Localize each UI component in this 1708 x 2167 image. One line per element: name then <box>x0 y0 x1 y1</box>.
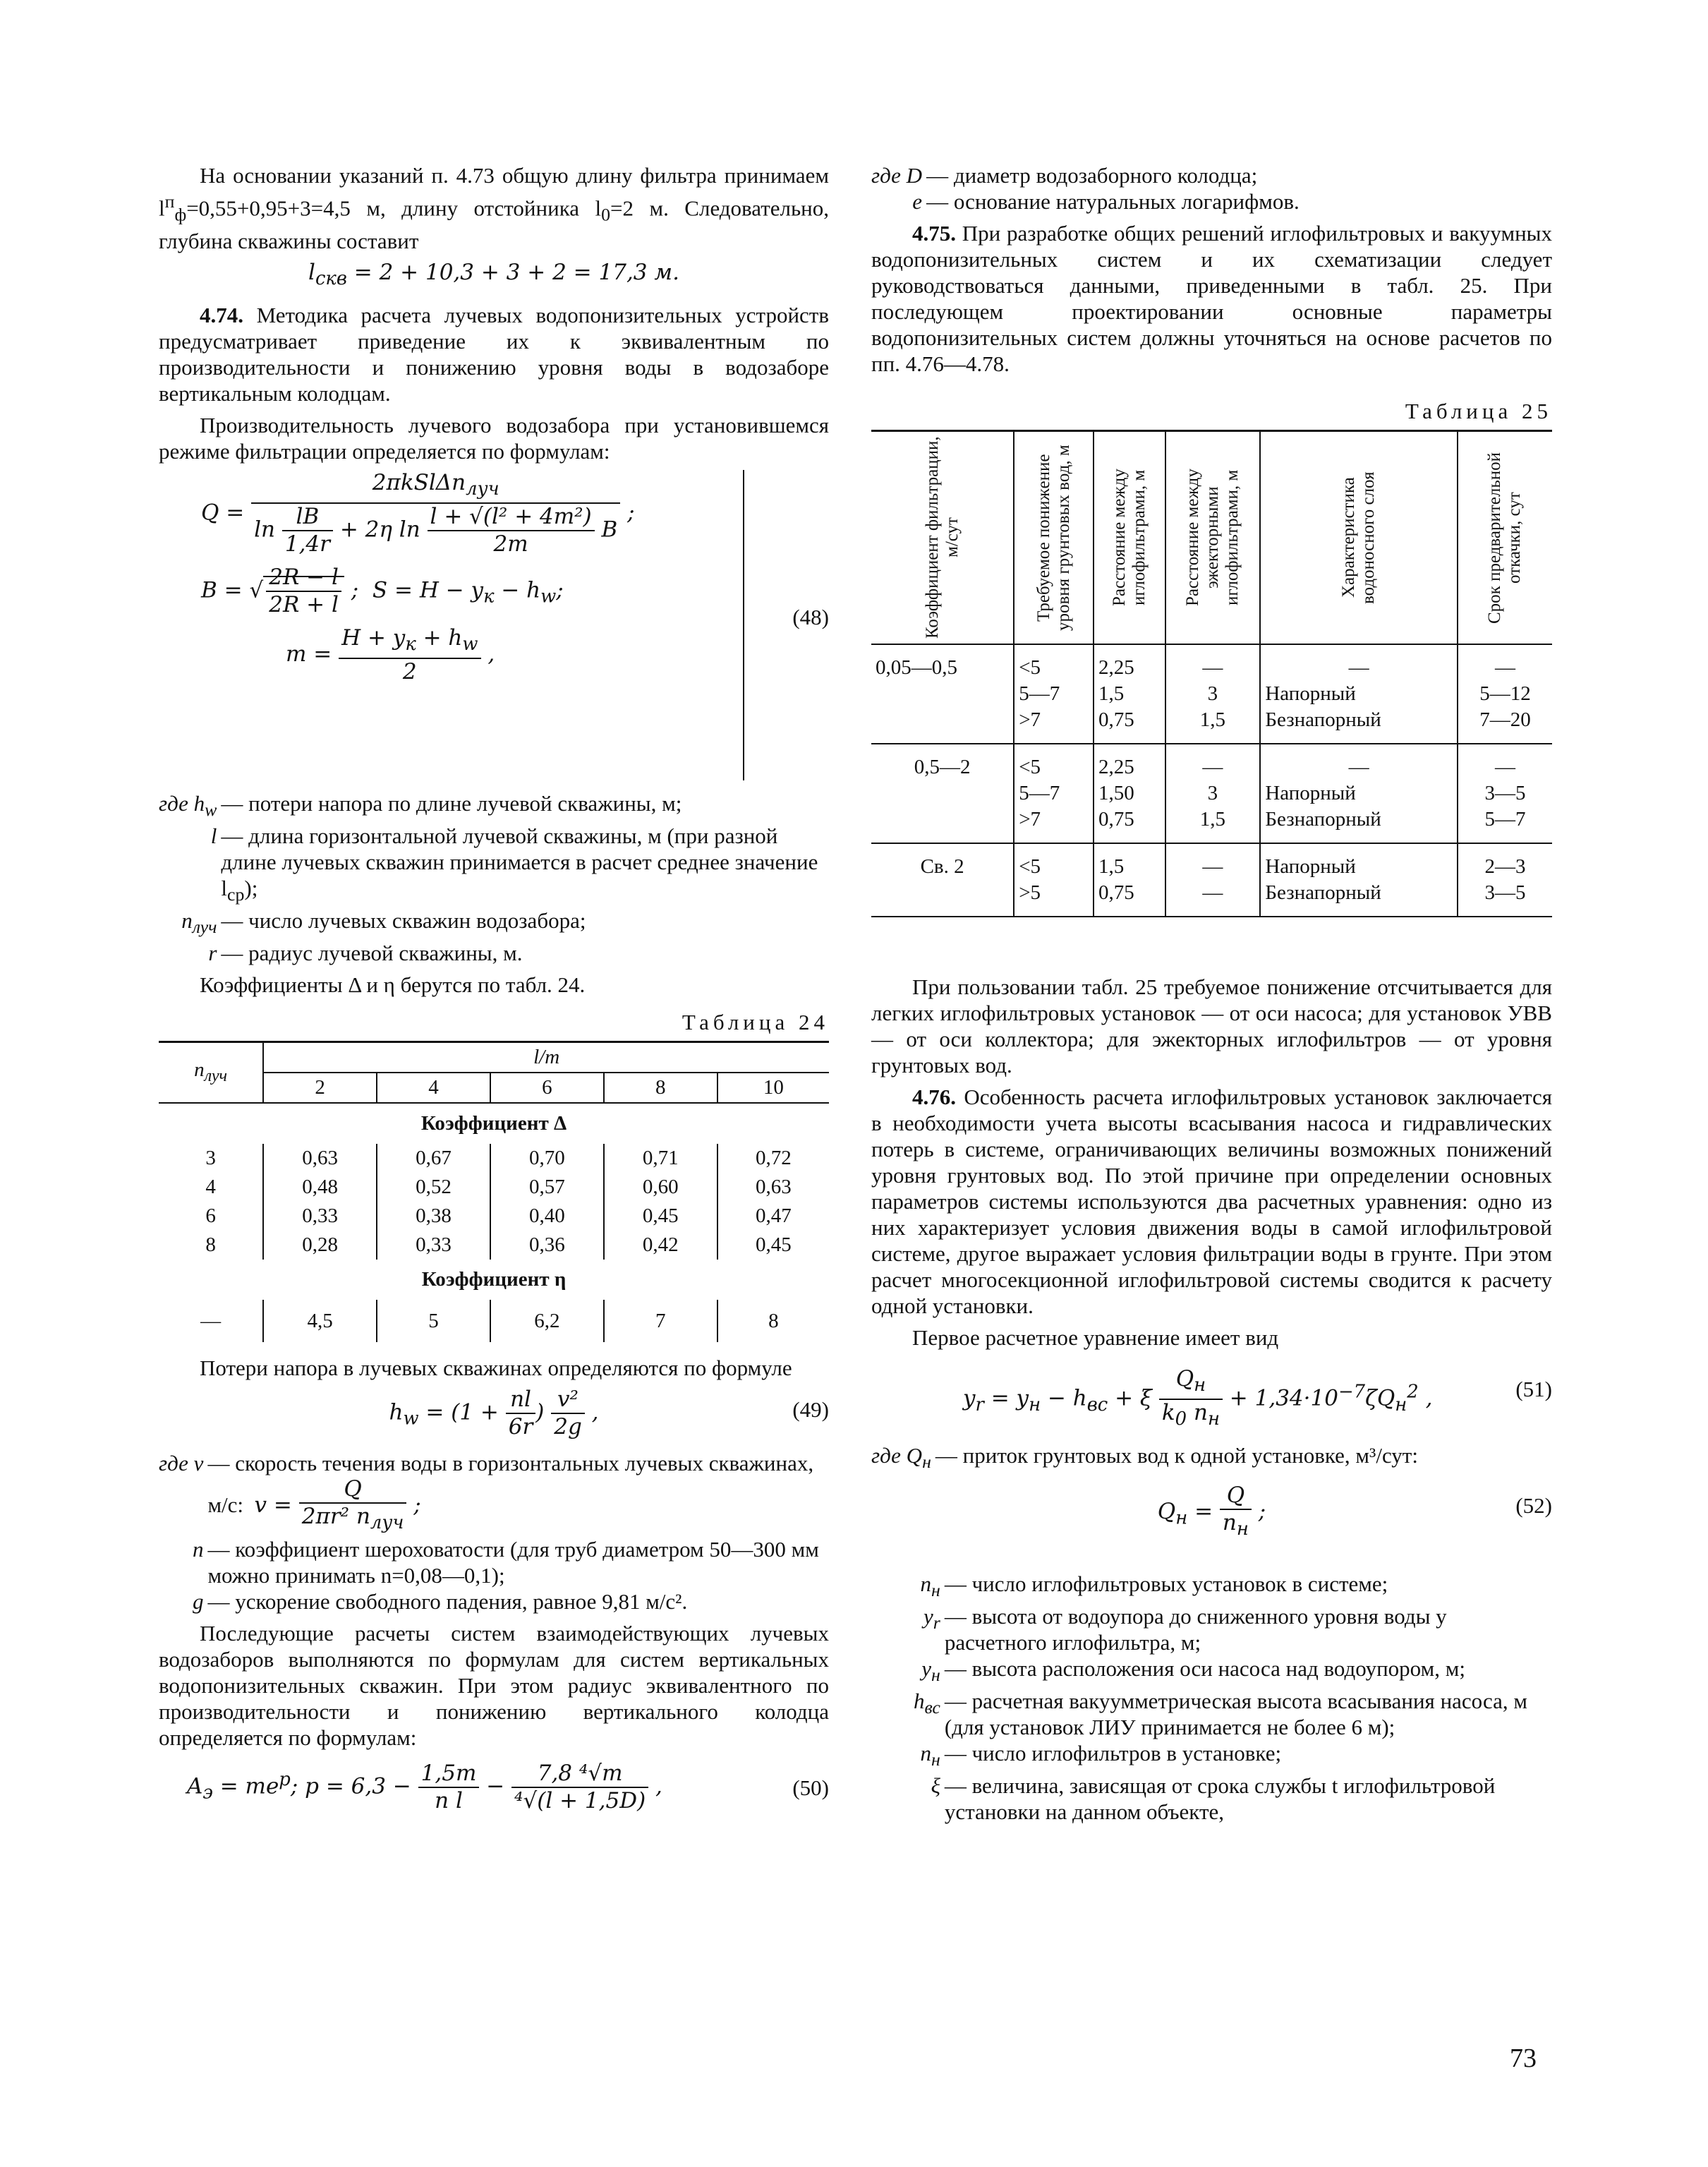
paragraph-4-74: 4.74. Методика расчета лучевых водопонизительных устройств предусматривает приведение их к эквивалентным по производительности и понижению уровня воды в водозаборе вертикальным колодцам. <box>159 302 829 406</box>
table-25-caption: Таблица 25 <box>1405 399 1552 423</box>
table-24-caption: Таблица 24 <box>682 1010 829 1035</box>
left-column <box>159 162 829 1824</box>
table-row: Св. 2 <5 >5 1,5 0,75 — — Напорный Безнапорный 2—3 3—5 <box>871 843 1552 917</box>
paragraph-table25-usage: При пользовании табл. 25 требуемое понижение отсчитывается для легких иглофильтровых установок — от оси насоса; для установок УВВ — от оси коллектора; для эжекторных иглофильтров — от уровня грунтовых вод. <box>871 974 1552 1078</box>
where-48: где $h_w$ — потери напора по длине лучевой скважины, м; l — длина горизонтальной лучевой скважины, м (при разной длине лучевых скважин принимается в расчет среднее значение $l_{ср}$); $n_{луч}$ — число лучевых скважин водозабора; r — радиус лучевой скважины, м. <box>159 790 818 966</box>
t24-col-group: l/m <box>263 1042 829 1073</box>
paragraph-subsequent: Последующие расчеты систем взаимодействующих лучевых водозаборов выполняются по формулам для систем вертикальных водопонизительных скважин. При этом радиус эквивалентного по производительности и понижению вертикального колодца определяется по формулам: <box>159 1621 829 1751</box>
t25-header: Требуемое понижение уровня грунтовых вод, м <box>1014 431 1094 645</box>
formula-48-b: B = √ $\frac{2R - l}{2R + l}$ ; $S = H - y_к - h_w$; <box>201 564 564 617</box>
table-row: — 4,5 5 6,2 7 8 <box>159 1300 829 1342</box>
where-52: $n_н$ — число иглофильтровых установок в системе; $y_r$ — высота от водоупора до сниженного уровня воды у расчетного иглофильтра, м; $y_н$ — высота расположения оси насоса над водоупором, м; $h_{вс}$ — расчетная вакуумметрическая высота всасывания насоса, м (для установок ЛИУ принимается не более 6 м); $n_н$ — число иглофильтров в установке; ξ — величина, зависящая от срока службы t иглофильтровой установки на данном объекте, <box>914 1571 1527 1825</box>
formula-52: (52) $Q_н$ = $\frac{Q}{n_н}$ ; <box>1157 1482 1552 1540</box>
right-column <box>871 162 1552 1830</box>
where-51: где $Q_н$ — приток грунтовых вод к одной установке, м³/сут: <box>871 1443 1418 1473</box>
t25-header: Расстояние между эжекторными иглофильтрами, м <box>1165 431 1261 645</box>
table-24 <box>159 1041 829 1342</box>
paragraph-4-73-cont: На основании указаний п. 4.73 общую длину фильтра принимаем $l^п_ф=0,55+0,95+3=4,5$ м, длину отстойника $l_0=2$ м. Следовательно, глубина скважины составит <box>159 163 830 253</box>
paragraph-productivity: Производительность лучевого водозабора при установившемся режиме фильтрации определяется по формулам: <box>159 412 829 464</box>
formula-48-m: m = $\frac{H + y_к + h_w}{2}$ , <box>286 624 495 685</box>
t24-col: 6 <box>490 1073 604 1103</box>
t25-header: Характеристика водоносного слоя <box>1260 431 1458 645</box>
formula-50: (50) $A_э = me^p$; p = 6,3 − $\frac{1,5m}{\text{n l}}$ − $\frac{\text{7,8 ⁴√m}}{\text{⁴√(l + 1,5D)}}$ , <box>187 1761 829 1814</box>
table-row: 0,05—0,5 <5 5—7 >7 2,25 1,5 0,75 — 3 1,5 — Напорный Безнапорный — 5—12 7—20 <box>871 644 1552 744</box>
table-25 <box>871 430 1552 917</box>
t24-section-eta: Коэффициент η <box>421 1268 567 1291</box>
table-row: 0,5—2 <5 5—7 >7 2,25 1,50 0,75 — 3 1,5 — Напорный Безнапорный — 3—5 5—7 <box>871 744 1552 843</box>
t24-section-delta: Коэффициент Δ <box>420 1112 567 1135</box>
table-row: 8 0,28 0,33 0,36 0,42 0,45 <box>159 1231 829 1260</box>
table-row: 6 0,33 0,38 0,40 0,45 0,47 <box>159 1202 829 1231</box>
formula-48-brace <box>743 470 744 780</box>
formula-49: (49) $h_w = (1$ + $\frac{nl}{6r}$ ) $\frac{\text{v²}}{2g}$ , <box>389 1387 829 1440</box>
paragraph-head-loss: Потери напора в лучевых скважинах определяются по формуле <box>200 1356 792 1381</box>
paragraph-4-75: 4.75. При разработке общих решений иглофильтровых и вакуумных водопонизительных систем и их схематизации следует руководствоваться данными, приведенными в табл. 25. При последующем проектировании основные параметры водопонизительных систем должны уточняться на основе расчетов по пп. 4.76—4.78. <box>871 221 1552 376</box>
t24-col: 8 <box>604 1073 717 1103</box>
formula-48 <box>159 470 829 780</box>
paragraph-4-76: 4.76. Особенность расчета иглофильтровых установок заключается в необходимости учета высоты всасывания насоса и гидравлических потерь в системе, ограничивающих величины возможных понижений уровня грунтовых вод. По этой причине при определении основных параметров системы используются два расчетных уравнения: одно из них характеризует условия движения воды в самой иглофильтровой системе, другое выражает условия фильтрации воды в грунте. При этом расчет многосекционной иглофильтровой системы сводится к расчету одной установки. <box>871 1085 1552 1318</box>
t25-header: Коэффициент фильтрации, м/сут <box>871 431 1014 645</box>
t24-col: 10 <box>717 1073 829 1103</box>
page-number: 73 <box>1510 2044 1537 2073</box>
t25-header: Расстояние между иглофильтрами, м <box>1094 431 1165 645</box>
where-50: где D — диаметр водозаборного колодца; e — основание натуральных логарифмов. <box>871 163 1300 214</box>
paragraph-first-equation: Первое расчетное уравнение имеет вид <box>912 1325 1279 1350</box>
table-row: 4 0,48 0,52 0,57 0,60 0,63 <box>159 1173 829 1202</box>
coefficients-note: Коэффициенты Δ и η берутся по табл. 24. <box>200 972 586 998</box>
t25-header: Срок предварительной откачки, сут <box>1458 431 1552 645</box>
t24-col: 4 <box>377 1073 490 1103</box>
t24-row-head: $n_{луч}$ <box>159 1042 263 1104</box>
formula-48-number: (48) <box>792 604 829 629</box>
formula-lskv: $l_{скв} = 2 + 10,3 + 3 + 2 = 17,3$ м. <box>308 259 679 289</box>
t24-col: 2 <box>263 1073 377 1103</box>
formula-48-q: Q = 2πkSlΔn$_{луч}$ ln $\frac{lB}{1,4r}$ + 2η ln $\frac{\text{l + √(l² + 4m²)}}{2m}$ B ; <box>201 469 635 557</box>
formula-51: (51) $y_r = y_н - h_{вс} + \xi$ $\frac{Q_н}{k_0 n_н}$ + $1,34\cdot 10^{-7}\zeta Q_н^2$ , <box>963 1366 1552 1430</box>
table-row: 3 0,63 0,67 0,70 0,71 0,72 <box>159 1144 829 1173</box>
where-49: где v — скорость течения воды в горизонтальных лучевых скважинах, м/с: v = $\frac{Q}{2\pi r^2 n_{луч}}$ ; n — коэффициент шероховатости (для труб диаметром 50—300 мм можно принимать n=0,08—0,1); g — ускорение свободного падения, равное 9,81 м/с². <box>159 1451 819 1614</box>
